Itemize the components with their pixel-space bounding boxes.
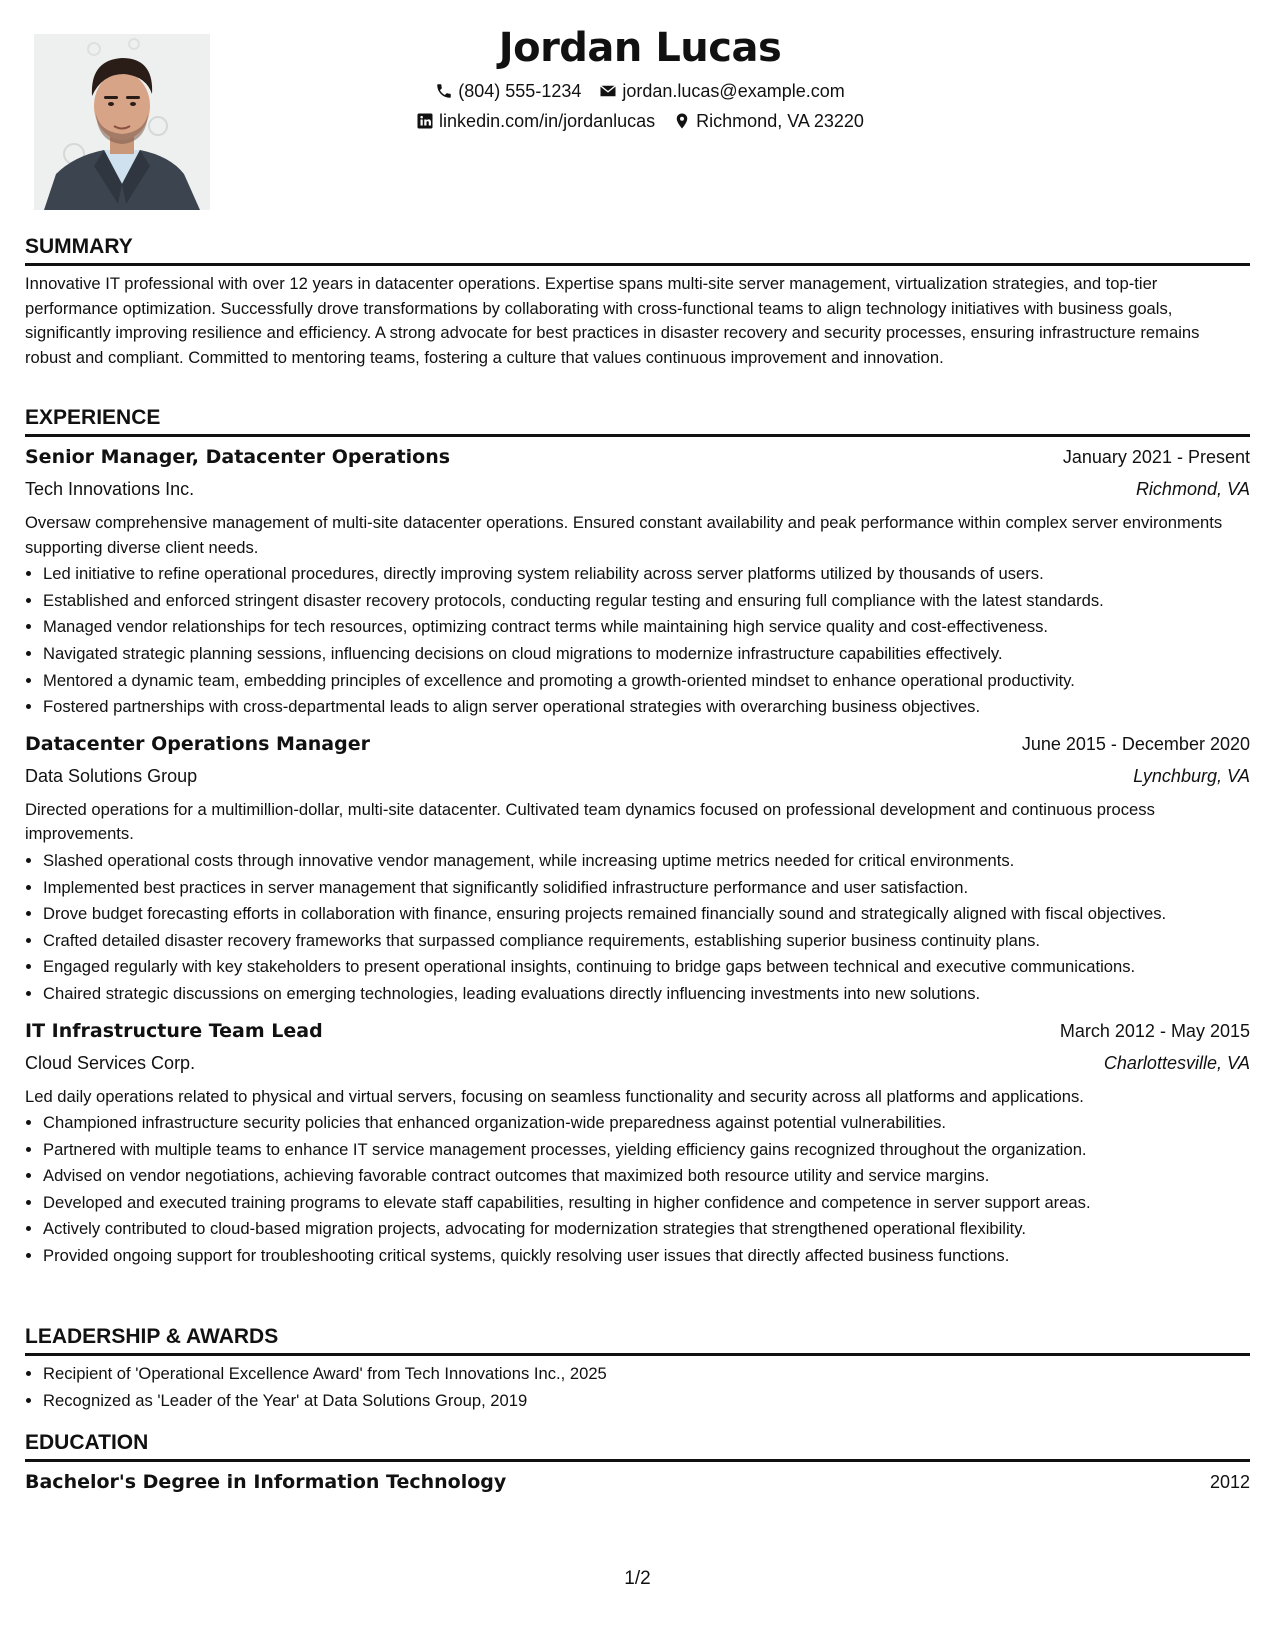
- company-name: Data Solutions Group: [25, 765, 198, 786]
- job-header: [25, 441, 1250, 473]
- list-item: • Established and enforced stringent disaster recovery protocols, conducting regular testing and ensuring full compliance with the latest standards.: [43, 589, 1250, 614]
- location-contact: [673, 106, 864, 136]
- resume-header: [280, 20, 1000, 136]
- company-name: Tech Innovations Inc.: [25, 479, 195, 499]
- list-item: • Slashed operational costs through innovative vendor management, while increasing uptime metrics needed for critical environments.: [43, 849, 1250, 874]
- degree-title: Bachelor's Degree in Information Technology: [25, 1471, 507, 1493]
- job-dates: June 2015 - December 2020: [1021, 733, 1250, 754]
- job-entry: [25, 728, 1250, 1007]
- experience-section: [25, 405, 1250, 1271]
- list-item: • Navigated strategic planning sessions, influencing decisions on cloud migrations to modernize infrastructure capabilities effectively.: [43, 642, 1250, 667]
- list-item: • Championed infrastructure security policies that enhanced organization-wide preparedness against potential vulnerabilities.: [43, 1111, 1250, 1136]
- job-bullets: [25, 849, 1250, 1007]
- email-contact[interactable]: [599, 76, 844, 106]
- list-item: • Managed vendor relationships for tech resources, optimizing contract terms while maintaining high service quality and cost-effectiveness.: [43, 615, 1250, 640]
- job-header: [25, 728, 1250, 760]
- job-dates: March 2012 - May 2015: [1059, 1020, 1250, 1041]
- list-item: • Advised on vendor negotiations, achieving favorable contract outcomes that maximized both resource utility and service margins.: [43, 1164, 1250, 1189]
- job-bullets: [25, 562, 1250, 720]
- contact-row-2: [280, 106, 1000, 136]
- list-item: • Crafted detailed disaster recovery frameworks that surpassed compliance requirements, establishing superior business continuity plans.: [43, 929, 1250, 954]
- list-item: • Mentored a dynamic team, embedding principles of excellence and promoting a growth-oriented mindset to enhance operational productivity.: [43, 669, 1250, 694]
- summary-text: Innovative IT professional with over 12 years in datacenter operations. Expertise spans multi-site server management, virtualization strategies, and top-tier performance optimization. Successfully drove transformations by collaborating with cross-functional teams to align technology initiatives with business goals, significantly improving resilience and efficiency. A strong advocate for best practices in disaster recovery and security processes, ensuring infrastructure remains robust and compliant. Committed to mentoring teams, fostering a culture that values continuous improvement and innovation.: [25, 274, 1200, 367]
- section-title: SUMMARY: [25, 234, 1250, 266]
- email-icon: [599, 82, 617, 100]
- list-item: • Engaged regularly with key stakeholders to present operational insights, continuing to bridge gaps between technical and executive communications.: [43, 955, 1250, 980]
- phone-contact: [435, 76, 581, 106]
- summary-section: [25, 234, 1250, 370]
- job-location: Richmond, VA: [1135, 479, 1250, 499]
- company-name: Cloud Services Corp.: [25, 1052, 196, 1073]
- job-list: [25, 441, 1250, 1269]
- email-address[interactable]: jordan.lucas@example.com: [622, 81, 845, 101]
- page-number: 1/2: [624, 1568, 651, 1589]
- linkedin-icon: [416, 112, 434, 130]
- phone-icon: [435, 82, 453, 100]
- profile-photo-illustration: [34, 34, 210, 210]
- awards-list: [25, 1362, 1250, 1413]
- list-item: • Developed and executed training programs to elevate staff capabilities, resulting in higher confidence and competence in server support areas.: [43, 1191, 1250, 1216]
- list-item: • Drove budget forecasting efforts in collaboration with finance, ensuring projects remained financially sound and strategically aligned with fiscal objectives.: [43, 902, 1250, 927]
- job-title: IT Infrastructure Team Lead: [25, 1019, 323, 1042]
- education-entry: [25, 1466, 1250, 1498]
- job-subheader: [25, 1047, 1250, 1079]
- job-description: Directed operations for a multimillion-dollar, multi-site datacenter. Cultivated team dynamics focused on professional development and continuous process improvements.: [25, 799, 1155, 844]
- job-header: [25, 1015, 1250, 1047]
- section-title: EXPERIENCE: [25, 405, 1250, 437]
- contact-row-1: [280, 76, 1000, 106]
- section-title: EDUCATION: [25, 1430, 1250, 1462]
- list-item: • Chaired strategic discussions on emerging technologies, leading evaluations directly influencing investments into new solutions.: [43, 982, 1250, 1007]
- profile-photo: [34, 34, 210, 210]
- awards-section: [25, 1324, 1250, 1415]
- job-bullets: [25, 1111, 1250, 1269]
- list-item: • Implemented best practices in server management that significantly solidified infrastructure performance and user satisfaction.: [43, 876, 1250, 901]
- job-description: Led daily operations related to physical and virtual servers, focusing on seamless functionality and security across all platforms and applications.: [25, 1086, 1084, 1106]
- list-item: • Actively contributed to cloud-based migration projects, advocating for modernization strategies that strengthened operational flexibility.: [43, 1217, 1250, 1242]
- job-title: Senior Manager, Datacenter Operations: [25, 446, 451, 468]
- job-location: Lynchburg, VA: [1133, 765, 1250, 786]
- section-title: LEADERSHIP & AWARDS: [25, 1324, 1250, 1356]
- linkedin-contact[interactable]: [416, 106, 655, 136]
- job-entry: [25, 441, 1250, 720]
- job-title: Datacenter Operations Manager: [25, 732, 370, 755]
- list-item: • Provided ongoing support for troubleshooting critical systems, quickly resolving user issues that directly affected business functions.: [43, 1244, 1250, 1269]
- candidate-name: Jordan Lucas: [498, 25, 782, 71]
- graduation-year: 2012: [1209, 1472, 1250, 1492]
- education-section: [25, 1430, 1250, 1498]
- job-subheader: [25, 473, 1250, 505]
- job-location: Charlottesville, VA: [1103, 1052, 1250, 1073]
- job-subheader: [25, 760, 1250, 792]
- list-item: • Fostered partnerships with cross-departmental leads to align server operational strategies with overarching business objectives.: [43, 695, 1250, 720]
- location-text: Richmond, VA 23220: [696, 111, 864, 131]
- list-item: • Recognized as 'Leader of the Year' at Data Solutions Group, 2019: [43, 1389, 1250, 1414]
- linkedin-url[interactable]: linkedin.com/in/jordanlucas: [439, 111, 656, 131]
- phone-number: (804) 555-1234: [458, 81, 582, 101]
- list-item: • Partnered with multiple teams to enhance IT service management processes, yielding efficiency gains recognized throughout the organization.: [43, 1138, 1250, 1163]
- job-entry: [25, 1015, 1250, 1269]
- list-item: • Recipient of 'Operational Excellence Award' from Tech Innovations Inc., 2025: [43, 1362, 1250, 1387]
- location-pin-icon: [673, 112, 691, 130]
- list-item: • Led initiative to refine operational procedures, directly improving system reliability across server platforms utilized by thousands of users.: [43, 562, 1250, 587]
- job-dates: January 2021 - Present: [1062, 447, 1250, 467]
- job-description: Oversaw comprehensive management of multi-site datacenter operations. Ensured constant availability and peak performance within complex server environments supporting diverse client needs.: [25, 513, 1223, 557]
